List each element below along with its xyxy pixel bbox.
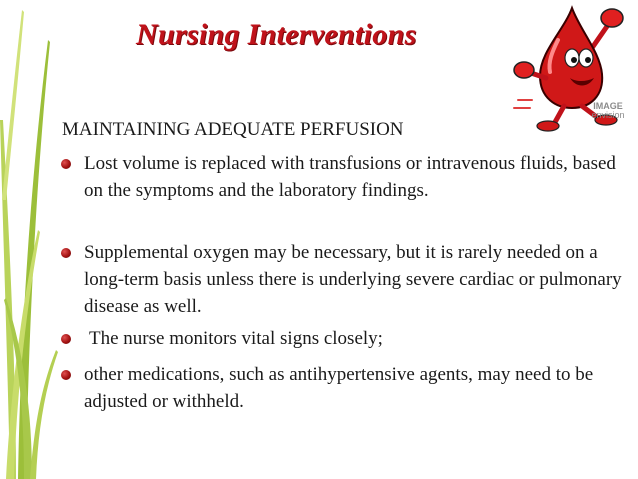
list-item-text: other medications, such as antihypertensive agents, may need to be adjusted or withheld.	[84, 364, 594, 412]
page-title: Nursing Interventions	[136, 18, 417, 51]
watermark	[582, 102, 634, 120]
list-item-text: Supplemental oxygen may be necessary, but it is rarely needed on a long-term basis unless there is underlying severe cardiac or pulmonary disease as well.	[84, 242, 622, 317]
list-item-text: The nurse monitors vital signs closely;	[89, 328, 383, 349]
list-item	[60, 325, 624, 352]
watermark-line-1: IMAGE	[593, 101, 623, 111]
red-ball-bullet-icon	[61, 370, 71, 380]
red-ball-bullet-icon	[61, 248, 71, 258]
list-item	[60, 239, 624, 320]
red-ball-bullet-icon	[61, 159, 71, 169]
list-item	[60, 150, 624, 204]
list-item-text: Lost volume is replaced with transfusions or intravenous fluids, based on the symptoms and the laboratory findings.	[84, 153, 616, 201]
red-ball-bullet-icon	[61, 334, 71, 344]
list-item	[60, 361, 624, 415]
watermark-line-2: envision	[591, 110, 625, 120]
section-heading: MAINTAINING ADEQUATE PERFUSION	[62, 119, 404, 140]
grass-decoration-icon	[0, 0, 60, 479]
